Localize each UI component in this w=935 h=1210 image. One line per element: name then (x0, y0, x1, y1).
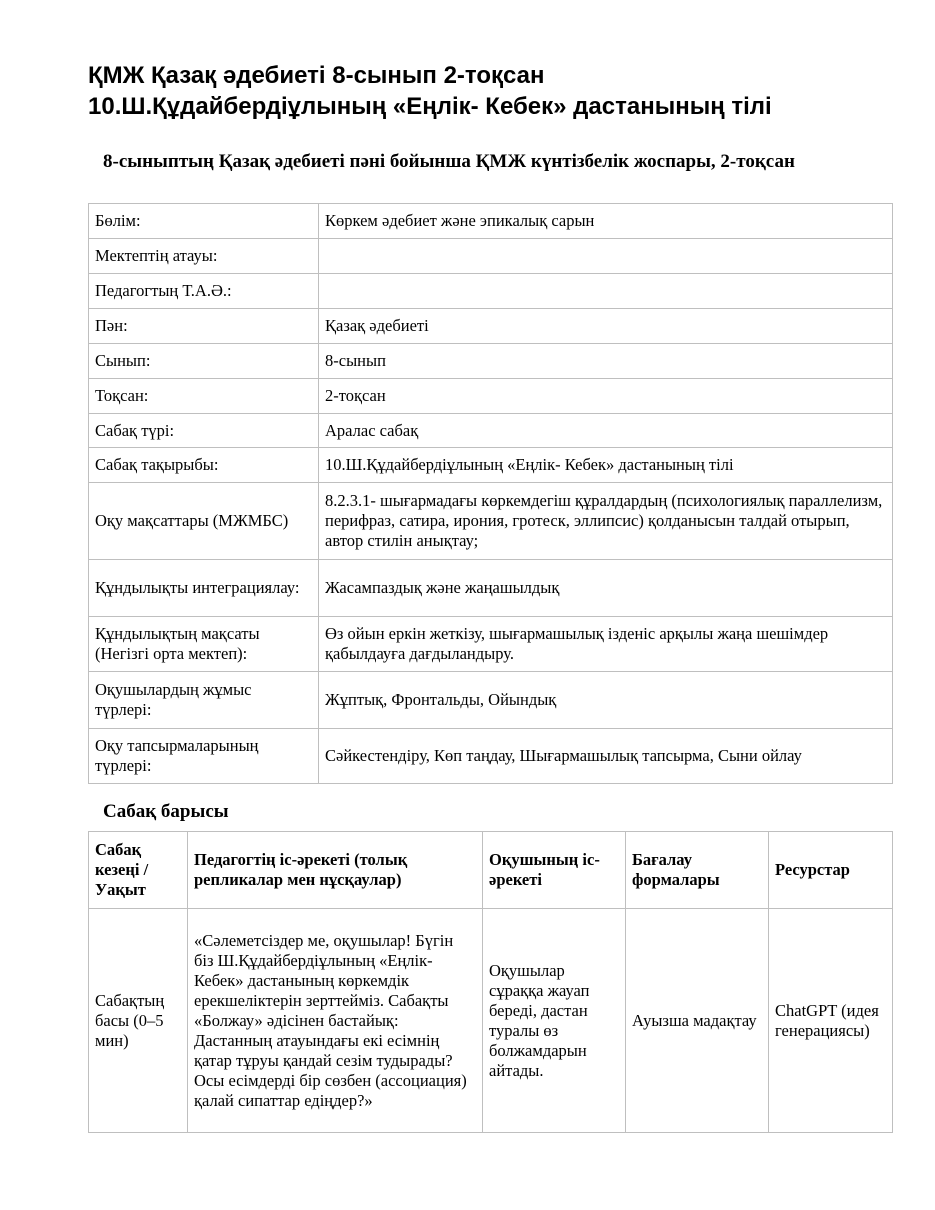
info-label-task-types: Оқу тапсырмаларының түрлері: (89, 729, 319, 784)
document-title (88, 60, 908, 122)
document-title-line-2: 10.Ш.Құдайбердіұлының «Еңлік- Кебек» дастанының тілі (88, 93, 772, 120)
cell-stage: Сабақтың басы (0–5 мин) (89, 909, 188, 1133)
info-value-teacher (319, 274, 893, 309)
column-header-resources: Ресурстар (769, 832, 893, 909)
cell-resources: ChatGPT (идея генерациясы) (769, 909, 893, 1133)
info-value-subject: Қазақ әдебиеті (319, 309, 893, 344)
table-row (89, 204, 893, 239)
info-label-subject: Пән: (89, 309, 319, 344)
info-value-value-goal: Өз ойын еркін жеткізу, шығармашылық ізденіс арқылы жаңа шешімдер қабылдауға дағдыландыру. (319, 617, 893, 672)
table-row (89, 239, 893, 274)
table-row (89, 909, 893, 1133)
column-header-student-activity: Оқушының іс-әрекеті (483, 832, 626, 909)
table-row (89, 309, 893, 344)
info-label-learning-objectives: Оқу мақсаттары (МЖМБС) (89, 483, 319, 560)
lesson-progress-table (88, 831, 893, 1133)
info-value-task-types: Сәйкестендіру, Көп таңдау, Шығармашылық тапсырма, Сыни ойлау (319, 729, 893, 784)
info-label-value-integration: Құндылықты интеграциялау: (89, 560, 319, 617)
cell-teacher-activity: «Сәлеметсіздер ме, оқушылар! Бүгін біз Ш.Құдайбердіұлының «Еңлік-Кебек» дастанының көркемдік ерекшеліктерін зерттейміз. Сабақты «Болжау» әдісінен бастайық: Дастанның атауындағы екі есімнің қатар тұруы қандай сезім тудырады? Осы есімдерді бір сөзбен (ассоциация) қалай сипаттар едіңдер?» (188, 909, 483, 1133)
info-value-quarter: 2-тоқсан (319, 379, 893, 414)
plan-heading: 8-сыныптың Қазақ әдебиеті пәні бойынша ҚМЖ күнтізбелік жоспары, 2-тоқсан (103, 151, 795, 172)
info-label-quarter: Тоқсан: (89, 379, 319, 414)
info-label-value-goal: Құндылықтың мақсаты (Негізгі орта мектеп): (89, 617, 319, 672)
lesson-info-table (88, 203, 893, 784)
cell-student-activity: Оқушылар сұраққа жауап береді, дастан туралы өз болжамдарын айтады. (483, 909, 626, 1133)
table-row (89, 483, 893, 560)
column-header-stage: Сабақ кезеңі / Уақыт (89, 832, 188, 909)
lesson-progress-heading: Сабақ барысы (103, 801, 229, 822)
table-row (89, 560, 893, 617)
info-label-grade: Сынып: (89, 344, 319, 379)
table-row (89, 414, 893, 448)
column-header-assessment: Бағалау формалары (626, 832, 769, 909)
column-header-teacher-activity: Педагогтің іс-әрекеті (толық репликалар мен нұсқаулар) (188, 832, 483, 909)
info-value-lesson-type: Аралас сабақ (319, 414, 893, 448)
table-row (89, 729, 893, 784)
info-value-learning-objectives: 8.2.3.1- шығармадағы көркемдегіш құралдардың (психологиялық параллелизм, перифраз, сатира, ирония, гротеск, эллипсис) қолданысын талдай отырып, автор стилін анықтау; (319, 483, 893, 560)
info-label-lesson-topic: Сабақ тақырыбы: (89, 448, 319, 483)
info-label-work-forms: Оқушылардың жұмыс түрлері: (89, 672, 319, 729)
table-row (89, 274, 893, 309)
table-row (89, 617, 893, 672)
table-row (89, 672, 893, 729)
info-value-section: Көркем әдебиет және эпикалық сарын (319, 204, 893, 239)
info-label-section: Бөлім: (89, 204, 319, 239)
table-header-row (89, 832, 893, 909)
info-label-teacher: Педагогтың Т.А.Ә.: (89, 274, 319, 309)
document-title-line-1: ҚМЖ Қазақ әдебиеті 8-сынып 2-тоқсан (88, 62, 545, 89)
info-label-lesson-type: Сабақ түрі: (89, 414, 319, 448)
info-value-school (319, 239, 893, 274)
cell-assessment: Ауызша мадақтау (626, 909, 769, 1133)
table-row (89, 448, 893, 483)
table-row (89, 344, 893, 379)
info-value-value-integration: Жасампаздық және жаңашылдық (319, 560, 893, 617)
info-value-lesson-topic: 10.Ш.Құдайбердіұлының «Еңлік- Кебек» дастанының тілі (319, 448, 893, 483)
info-value-grade: 8-сынып (319, 344, 893, 379)
info-value-work-forms: Жұптық, Фронтальды, Ойындық (319, 672, 893, 729)
table-row (89, 379, 893, 414)
info-label-school: Мектептің атауы: (89, 239, 319, 274)
